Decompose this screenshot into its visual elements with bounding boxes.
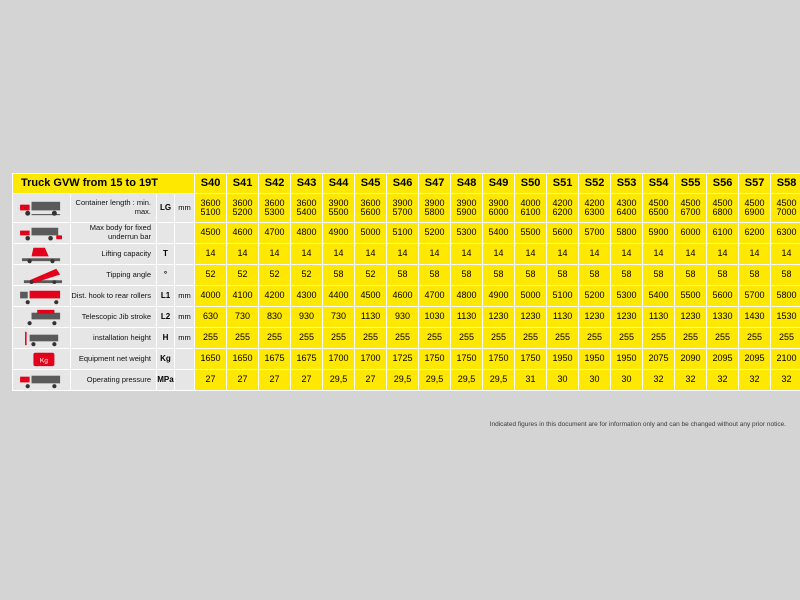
cell-s44 <box>323 194 355 223</box>
cell-s52: 14 <box>579 244 611 265</box>
cell-s48: 5300 <box>451 223 483 244</box>
row-label <box>71 265 157 286</box>
footnote: Indicated figures in this document are for information only and can be changed without any prior notice. <box>489 421 786 428</box>
hook-rear-rollers-icon <box>13 286 71 307</box>
cell-s44: 4400 <box>323 286 355 307</box>
truck-underrun-bar-icon <box>13 223 71 244</box>
row-label-line: Telescopic Jib stroke <box>81 311 151 321</box>
cell-s42: 52 <box>259 265 291 286</box>
row-unit: mm <box>175 194 195 223</box>
cell-s45: 52 <box>355 265 387 286</box>
cell-s53: 5300 <box>611 286 643 307</box>
row-label <box>71 349 157 370</box>
cell-s53 <box>611 194 643 223</box>
cell-s46: 29,5 <box>387 370 419 391</box>
cell-s55: 58 <box>675 265 707 286</box>
cell-value-max: 7000 <box>776 207 797 217</box>
cell-s40: 1650 <box>195 349 227 370</box>
cell-s58: 2100 <box>771 349 800 370</box>
cell-s50: 5500 <box>515 223 547 244</box>
model-header-s53: S53 <box>611 174 643 194</box>
cell-s43: 14 <box>291 244 323 265</box>
table-header-row <box>13 174 800 194</box>
cell-s54: 1130 <box>643 307 675 328</box>
row-label <box>71 370 157 391</box>
model-header-s46: S46 <box>387 174 419 194</box>
cell-s45: 4500 <box>355 286 387 307</box>
table-row <box>13 370 800 391</box>
model-header-s54: S54 <box>643 174 675 194</box>
cell-s56: 6100 <box>707 223 739 244</box>
cell-s44: 14 <box>323 244 355 265</box>
row-unit <box>175 370 195 391</box>
cell-s53: 255 <box>611 328 643 349</box>
cell-s55: 14 <box>675 244 707 265</box>
cell-s47: 5200 <box>419 223 451 244</box>
row-label-line: Tipping angle <box>106 269 151 279</box>
cell-s46: 930 <box>387 307 419 328</box>
model-header-s57: S57 <box>739 174 771 194</box>
row-unit <box>175 349 195 370</box>
cell-value-max: 5900 <box>456 207 477 217</box>
cell-s42: 255 <box>259 328 291 349</box>
cell-s40: 14 <box>195 244 227 265</box>
cell-value-max: 6300 <box>584 207 605 217</box>
table-row <box>13 265 800 286</box>
cell-s57: 32 <box>739 370 771 391</box>
cell-s48: 1750 <box>451 349 483 370</box>
cell-s43: 52 <box>291 265 323 286</box>
row-unit: mm <box>175 328 195 349</box>
cell-s50: 1750 <box>515 349 547 370</box>
cell-s46: 5100 <box>387 223 419 244</box>
row-label-line: underrun bar <box>108 232 151 241</box>
cell-s49: 29,5 <box>483 370 515 391</box>
cell-value-min: 4500 <box>648 197 669 208</box>
cell-s57: 58 <box>739 265 771 286</box>
spec-table-container <box>12 173 797 391</box>
cell-value-max: 6500 <box>648 207 669 217</box>
cell-s41 <box>227 194 259 223</box>
row-symbol <box>157 223 175 244</box>
model-header-s50: S50 <box>515 174 547 194</box>
cell-s42: 27 <box>259 370 291 391</box>
model-header-s52: S52 <box>579 174 611 194</box>
model-header-s42: S42 <box>259 174 291 194</box>
cell-s42: 4200 <box>259 286 291 307</box>
cell-s58: 6300 <box>771 223 800 244</box>
cell-s48: 14 <box>451 244 483 265</box>
cell-s56: 14 <box>707 244 739 265</box>
cell-s52: 1950 <box>579 349 611 370</box>
installation-height-icon <box>13 328 71 349</box>
model-header-s55: S55 <box>675 174 707 194</box>
cell-s56: 58 <box>707 265 739 286</box>
row-label <box>71 328 157 349</box>
cell-s53: 1950 <box>611 349 643 370</box>
cell-s46: 1725 <box>387 349 419 370</box>
cell-s43: 1675 <box>291 349 323 370</box>
table-title: Truck GVW from 15 to 19T <box>13 174 195 194</box>
cell-s53: 58 <box>611 265 643 286</box>
cell-s45: 1130 <box>355 307 387 328</box>
telescopic-jib-icon <box>13 307 71 328</box>
cell-s58: 14 <box>771 244 800 265</box>
cell-s53: 14 <box>611 244 643 265</box>
cell-s55 <box>675 194 707 223</box>
cell-s44: 1700 <box>323 349 355 370</box>
cell-s40 <box>195 194 227 223</box>
cell-s44: 255 <box>323 328 355 349</box>
cell-s49: 14 <box>483 244 515 265</box>
cell-s54: 58 <box>643 265 675 286</box>
cell-s58: 255 <box>771 328 800 349</box>
cell-value-min: 3900 <box>488 197 509 208</box>
cell-s46: 58 <box>387 265 419 286</box>
cell-s40: 52 <box>195 265 227 286</box>
cell-s43: 930 <box>291 307 323 328</box>
table-row <box>13 307 800 328</box>
cell-s45: 255 <box>355 328 387 349</box>
cell-value-max: 6900 <box>744 207 765 217</box>
cell-s47 <box>419 194 451 223</box>
cell-s48: 58 <box>451 265 483 286</box>
cell-s51: 58 <box>547 265 579 286</box>
cell-value-max: 5700 <box>392 207 413 217</box>
row-label-line: max. <box>134 207 151 216</box>
cell-s50 <box>515 194 547 223</box>
cell-s48: 29,5 <box>451 370 483 391</box>
cell-s58: 1530 <box>771 307 800 328</box>
table-row <box>13 194 800 223</box>
row-symbol: ° <box>157 265 175 286</box>
row-label <box>71 244 157 265</box>
cell-value-max: 6700 <box>680 207 701 217</box>
row-symbol: MPa <box>157 370 175 391</box>
cell-s49: 1750 <box>483 349 515 370</box>
cell-s43: 4800 <box>291 223 323 244</box>
cell-s44: 4900 <box>323 223 355 244</box>
model-header-s45: S45 <box>355 174 387 194</box>
cell-value-min: 4300 <box>616 197 637 208</box>
cell-value-min: 4500 <box>712 197 733 208</box>
cell-s42: 1675 <box>259 349 291 370</box>
row-label-line: Max body for fixed <box>89 223 151 233</box>
cell-s52: 5200 <box>579 286 611 307</box>
cell-value-min: 3900 <box>456 197 477 208</box>
cell-s50: 1230 <box>515 307 547 328</box>
cell-s40: 27 <box>195 370 227 391</box>
cell-s55: 2090 <box>675 349 707 370</box>
model-header-s49: S49 <box>483 174 515 194</box>
cell-s44: 730 <box>323 307 355 328</box>
cell-s43: 255 <box>291 328 323 349</box>
cell-s40: 4500 <box>195 223 227 244</box>
cell-s43 <box>291 194 323 223</box>
cell-value-min: 3900 <box>424 197 445 208</box>
cell-s46: 4600 <box>387 286 419 307</box>
cell-value-min: 3900 <box>328 197 349 208</box>
row-symbol: LG <box>157 194 175 223</box>
cell-s56 <box>707 194 739 223</box>
model-header-s47: S47 <box>419 174 451 194</box>
cell-s56: 1330 <box>707 307 739 328</box>
cell-value-min: 3600 <box>232 197 253 208</box>
cell-s48: 4800 <box>451 286 483 307</box>
cell-s47: 29,5 <box>419 370 451 391</box>
cell-s55: 1230 <box>675 307 707 328</box>
cell-value-min: 4000 <box>520 197 541 208</box>
cell-s51 <box>547 194 579 223</box>
operating-pressure-icon <box>13 370 71 391</box>
cell-s41: 27 <box>227 370 259 391</box>
truck-container-length-icon <box>13 194 71 223</box>
cell-s47: 1750 <box>419 349 451 370</box>
cell-s47: 1030 <box>419 307 451 328</box>
row-label-line: Operating pressure <box>86 374 151 384</box>
cell-value-min: 4500 <box>776 197 797 208</box>
cell-s48: 255 <box>451 328 483 349</box>
cell-s54: 255 <box>643 328 675 349</box>
cell-s49: 1230 <box>483 307 515 328</box>
cell-s52: 58 <box>579 265 611 286</box>
cell-s50: 58 <box>515 265 547 286</box>
cell-s41: 730 <box>227 307 259 328</box>
cell-value-max: 5200 <box>232 207 253 217</box>
cell-s57: 5700 <box>739 286 771 307</box>
cell-s54: 5400 <box>643 286 675 307</box>
cell-s41: 255 <box>227 328 259 349</box>
row-symbol: H <box>157 328 175 349</box>
model-header-s44: S44 <box>323 174 355 194</box>
cell-s55: 255 <box>675 328 707 349</box>
cell-value-max: 5800 <box>424 207 445 217</box>
cell-s50: 255 <box>515 328 547 349</box>
model-header-s48: S48 <box>451 174 483 194</box>
cell-value-max: 6100 <box>520 207 541 217</box>
table-row <box>13 244 800 265</box>
cell-s54 <box>643 194 675 223</box>
cell-s57: 6200 <box>739 223 771 244</box>
lifting-capacity-icon <box>13 244 71 265</box>
cell-s53: 5800 <box>611 223 643 244</box>
cell-s57: 2095 <box>739 349 771 370</box>
row-unit: mm <box>175 286 195 307</box>
cell-value-min: 3600 <box>360 197 381 208</box>
model-header-s51: S51 <box>547 174 579 194</box>
cell-s54: 14 <box>643 244 675 265</box>
cell-s55: 32 <box>675 370 707 391</box>
cell-s47: 255 <box>419 328 451 349</box>
table-row <box>13 328 800 349</box>
row-label <box>71 223 157 244</box>
cell-s52: 255 <box>579 328 611 349</box>
net-weight-icon <box>13 349 71 370</box>
cell-s56: 32 <box>707 370 739 391</box>
table-row <box>13 349 800 370</box>
cell-value-min: 4500 <box>744 197 765 208</box>
cell-s46: 255 <box>387 328 419 349</box>
cell-value-max: 6200 <box>552 207 573 217</box>
cell-s54: 32 <box>643 370 675 391</box>
cell-s51: 255 <box>547 328 579 349</box>
cell-s51: 1950 <box>547 349 579 370</box>
cell-s50: 5000 <box>515 286 547 307</box>
cell-value-max: 6400 <box>616 207 637 217</box>
model-header-s56: S56 <box>707 174 739 194</box>
cell-s51: 30 <box>547 370 579 391</box>
cell-value-max: 5400 <box>296 207 317 217</box>
row-symbol: L2 <box>157 307 175 328</box>
tipping-angle-icon <box>13 265 71 286</box>
cell-s58 <box>771 194 800 223</box>
cell-s48: 1130 <box>451 307 483 328</box>
cell-value-max: 6800 <box>712 207 733 217</box>
cell-s56: 255 <box>707 328 739 349</box>
cell-s49: 58 <box>483 265 515 286</box>
cell-s56: 2095 <box>707 349 739 370</box>
cell-s42: 830 <box>259 307 291 328</box>
specification-table <box>12 173 800 391</box>
cell-s55: 5500 <box>675 286 707 307</box>
row-unit: mm <box>175 307 195 328</box>
cell-s40: 630 <box>195 307 227 328</box>
cell-s41: 14 <box>227 244 259 265</box>
row-symbol: Kg <box>157 349 175 370</box>
cell-value-max: 5600 <box>360 207 381 217</box>
cell-s45: 1700 <box>355 349 387 370</box>
row-label-line: Dist. hook to rear rollers <box>71 290 151 300</box>
row-label-line: Equipment net weight <box>78 353 151 363</box>
cell-s46: 14 <box>387 244 419 265</box>
cell-s51: 14 <box>547 244 579 265</box>
cell-s58: 58 <box>771 265 800 286</box>
cell-s42: 14 <box>259 244 291 265</box>
cell-value-min: 4200 <box>584 197 605 208</box>
cell-value-min: 4200 <box>552 197 573 208</box>
cell-s44: 58 <box>323 265 355 286</box>
cell-value-max: 5300 <box>264 207 285 217</box>
model-header-s41: S41 <box>227 174 259 194</box>
cell-s48 <box>451 194 483 223</box>
cell-s49 <box>483 194 515 223</box>
cell-s53: 30 <box>611 370 643 391</box>
table-row <box>13 286 800 307</box>
cell-value-max: 5100 <box>200 207 221 217</box>
cell-s45: 5000 <box>355 223 387 244</box>
row-unit <box>175 244 195 265</box>
cell-s54: 2075 <box>643 349 675 370</box>
cell-s42: 4700 <box>259 223 291 244</box>
cell-s57: 14 <box>739 244 771 265</box>
cell-s52: 5700 <box>579 223 611 244</box>
cell-value-min: 3600 <box>264 197 285 208</box>
cell-s53: 1230 <box>611 307 643 328</box>
cell-s47: 14 <box>419 244 451 265</box>
cell-s57: 255 <box>739 328 771 349</box>
cell-s50: 31 <box>515 370 547 391</box>
cell-s51: 5600 <box>547 223 579 244</box>
row-label <box>71 194 157 223</box>
cell-s41: 4600 <box>227 223 259 244</box>
table-row <box>13 223 800 244</box>
cell-s40: 255 <box>195 328 227 349</box>
cell-s51: 5100 <box>547 286 579 307</box>
cell-value-min: 3600 <box>200 197 221 208</box>
row-unit <box>175 223 195 244</box>
cell-s45 <box>355 194 387 223</box>
cell-s49: 5400 <box>483 223 515 244</box>
cell-s49: 4900 <box>483 286 515 307</box>
row-unit <box>175 265 195 286</box>
row-label <box>71 286 157 307</box>
cell-s42 <box>259 194 291 223</box>
cell-s43: 27 <box>291 370 323 391</box>
cell-s45: 27 <box>355 370 387 391</box>
cell-s49: 255 <box>483 328 515 349</box>
row-label-line: installation height <box>93 332 151 342</box>
model-header-s40: S40 <box>195 174 227 194</box>
row-label-line: Container length : min. <box>75 198 151 208</box>
cell-s45: 14 <box>355 244 387 265</box>
cell-s52: 30 <box>579 370 611 391</box>
cell-s41: 52 <box>227 265 259 286</box>
cell-s47: 4700 <box>419 286 451 307</box>
cell-s54: 5900 <box>643 223 675 244</box>
cell-s57: 1430 <box>739 307 771 328</box>
cell-s55: 6000 <box>675 223 707 244</box>
cell-value-min: 3900 <box>392 197 413 208</box>
cell-s46 <box>387 194 419 223</box>
cell-s58: 5800 <box>771 286 800 307</box>
cell-s44: 29,5 <box>323 370 355 391</box>
cell-s47: 58 <box>419 265 451 286</box>
model-header-s43: S43 <box>291 174 323 194</box>
cell-s57 <box>739 194 771 223</box>
row-label <box>71 307 157 328</box>
cell-s52 <box>579 194 611 223</box>
row-symbol: T <box>157 244 175 265</box>
model-header-s58: S58 <box>771 174 800 194</box>
cell-s40: 4000 <box>195 286 227 307</box>
cell-value-max: 5500 <box>328 207 349 217</box>
row-label-line: Lifting capacity <box>101 248 151 258</box>
cell-value-min: 3600 <box>296 197 317 208</box>
cell-s50: 14 <box>515 244 547 265</box>
cell-s52: 1230 <box>579 307 611 328</box>
row-symbol: L1 <box>157 286 175 307</box>
cell-value-min: 4500 <box>680 197 701 208</box>
cell-s56: 5600 <box>707 286 739 307</box>
cell-s43: 4300 <box>291 286 323 307</box>
cell-s41: 4100 <box>227 286 259 307</box>
svg-text:Kg: Kg <box>39 357 48 365</box>
cell-s58: 32 <box>771 370 800 391</box>
cell-s51: 1130 <box>547 307 579 328</box>
cell-value-max: 6000 <box>488 207 509 217</box>
cell-s41: 1650 <box>227 349 259 370</box>
